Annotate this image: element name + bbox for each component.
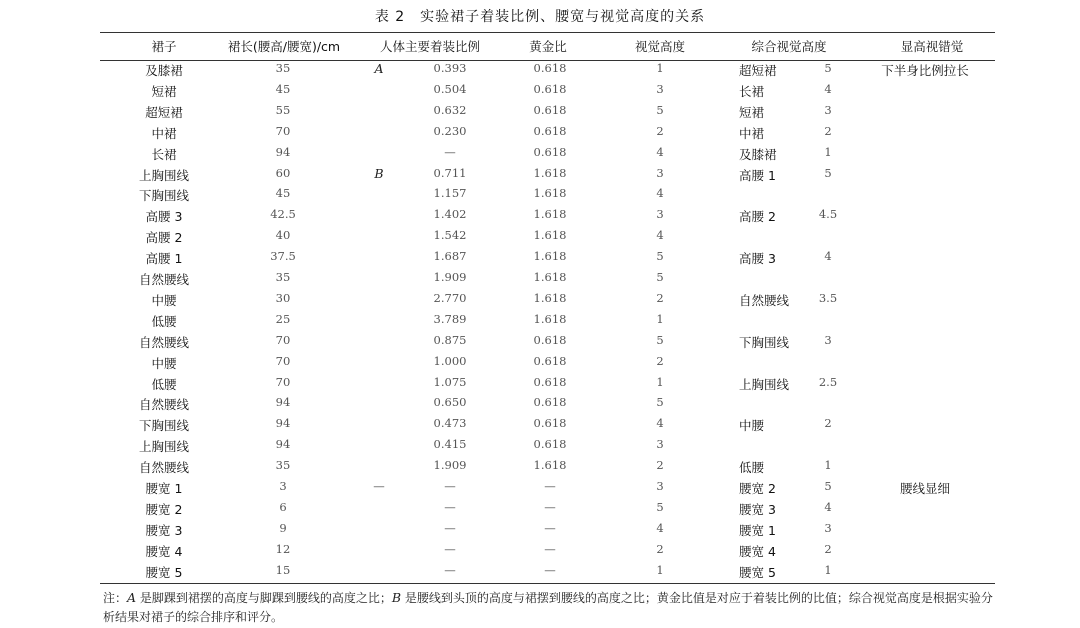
composite-score-cell: 2	[824, 541, 832, 556]
skirt-length-cell: 12	[275, 541, 291, 556]
skirt-length-cell: 70	[275, 374, 291, 389]
dress-ratio-cell: 0.393	[433, 61, 467, 75]
table-row	[0, 186, 1080, 206]
golden-ratio-cell: 0.618	[533, 437, 567, 452]
skirt-name-cell: 中腰	[151, 292, 177, 308]
skirt-length-cell: 70	[275, 123, 291, 138]
composite-score-cell: 1	[824, 144, 832, 159]
skirt-length-cell: 30	[275, 290, 291, 305]
golden-ratio-cell: 1.618	[533, 165, 567, 180]
ratio-group-cell: A	[374, 61, 384, 76]
table-footnote	[103, 588, 993, 627]
skirt-length-cell: 45	[275, 186, 291, 201]
footnote-text: B	[391, 590, 402, 605]
table-row	[0, 416, 1080, 436]
visual-height-cell: 2	[656, 123, 664, 138]
composite-skirt-cell: 超短裙	[739, 63, 777, 78]
table-row	[0, 103, 1080, 123]
table-row	[0, 395, 1080, 415]
composite-score-cell: 4.5	[818, 207, 838, 222]
visual-height-cell: 2	[656, 458, 664, 473]
composite-score-cell: 2	[824, 123, 832, 138]
dress-ratio-cell: 0.230	[433, 123, 467, 138]
footnote-text: 注：	[103, 591, 128, 605]
golden-ratio-cell: 1.618	[533, 311, 567, 326]
golden-ratio-cell: 0.618	[533, 374, 567, 389]
skirt-name-cell: 腰宽 2	[145, 501, 183, 517]
composite-score-cell: 4	[824, 499, 832, 514]
dress-ratio-cell: 0.632	[433, 102, 467, 117]
skirt-length-cell: 60	[275, 165, 291, 180]
skirt-name-cell: 高腰 2	[145, 230, 183, 246]
table-row	[0, 291, 1080, 311]
visual-height-cell: 1	[656, 311, 664, 326]
skirt-length-cell: 94	[275, 144, 291, 159]
visual-height-cell: 5	[656, 102, 664, 117]
visual-height-cell: 1	[656, 374, 664, 389]
composite-skirt-cell: 下胸围线	[739, 334, 790, 350]
composite-skirt-cell: 高腰 3	[739, 251, 776, 267]
visual-height-cell: 1	[656, 562, 664, 577]
golden-ratio-cell: —	[544, 562, 556, 577]
dress-ratio-cell: 1.909	[433, 458, 467, 473]
golden-ratio-cell: 0.618	[533, 61, 567, 75]
table-row	[0, 207, 1080, 227]
composite-skirt-cell: 中腰	[739, 418, 765, 434]
ratio-group-cell: B	[374, 165, 384, 181]
skirt-name-cell: 高腰 3	[145, 209, 183, 225]
visual-height-cell: 5	[656, 249, 664, 264]
visual-height-cell: 4	[656, 228, 664, 243]
golden-ratio-cell: 0.618	[533, 144, 567, 159]
golden-ratio-cell: —	[544, 479, 556, 493]
visual-height-cell: 2	[656, 541, 664, 556]
skirt-name-cell: 低腰	[151, 313, 177, 329]
footnote-text: A	[127, 590, 137, 605]
visual-height-cell: 2	[656, 290, 664, 305]
visual-height-cell: 3	[656, 165, 664, 180]
visual-height-cell: 4	[656, 186, 664, 201]
skirt-name-cell: 及膝裙	[145, 63, 183, 78]
visual-height-cell: 2	[656, 353, 664, 368]
dress-ratio-cell: 1.909	[433, 270, 467, 284]
skirt-length-cell: 94	[275, 416, 291, 431]
composite-skirt-cell: 长裙	[739, 83, 765, 99]
column-header: 人体主要着装比例	[379, 39, 481, 54]
dress-ratio-cell: 1.157	[433, 186, 467, 201]
golden-ratio-cell: 1.618	[533, 228, 567, 243]
visual-height-cell: 4	[656, 520, 664, 535]
visual-height-cell: 3	[656, 81, 664, 96]
table-row	[0, 354, 1080, 374]
table-top-rule	[100, 32, 995, 33]
composite-score-cell: 5	[824, 165, 832, 180]
skirt-name-cell: 下胸围线	[138, 418, 190, 434]
dress-ratio-cell: 2.770	[433, 290, 467, 305]
skirt-length-cell: 70	[275, 332, 291, 347]
table-row	[0, 145, 1080, 165]
table-row	[0, 521, 1080, 541]
composite-score-cell: 3	[824, 520, 832, 535]
composite-score-cell: 3	[824, 102, 832, 117]
height-illusion-cell: 下半身比例拉长	[881, 63, 969, 78]
dress-ratio-cell: 3.789	[433, 311, 467, 326]
composite-skirt-cell: 中裙	[739, 125, 765, 141]
golden-ratio-cell: 0.618	[533, 353, 567, 368]
composite-score-cell: 1	[824, 562, 832, 577]
skirt-name-cell: 低腰	[151, 376, 177, 392]
footnote-text: 是脚踝到裙摆的高度与脚踝到腰线的高度之比；	[136, 591, 392, 605]
skirt-length-cell: 9	[279, 520, 287, 535]
skirt-length-cell: 37.5	[270, 249, 296, 264]
dress-ratio-cell: 0.711	[433, 165, 467, 180]
table-row	[0, 563, 1080, 583]
table-bottom-rule	[100, 583, 995, 584]
skirt-length-cell: 70	[275, 353, 291, 368]
golden-ratio-cell: 1.618	[533, 249, 567, 264]
composite-score-cell: 3.5	[818, 290, 838, 305]
skirt-length-cell: 94	[275, 437, 291, 452]
skirt-length-cell: 35	[275, 61, 291, 75]
skirt-length-cell: 3	[279, 479, 287, 493]
dress-ratio-cell: 0.473	[433, 416, 467, 431]
skirt-name-cell: 中裙	[151, 125, 177, 141]
skirt-name-cell: 腰宽 3	[145, 522, 183, 538]
skirt-length-cell: 25	[275, 311, 291, 326]
skirt-name-cell: 自然腰线	[138, 272, 190, 287]
composite-score-cell: 2.5	[818, 374, 838, 389]
dress-ratio-cell: 1.402	[433, 207, 467, 222]
table-row	[0, 479, 1080, 499]
composite-skirt-cell: 高腰 2	[739, 209, 776, 225]
skirt-name-cell: 高腰 1	[145, 251, 183, 267]
column-header: 裙子	[151, 39, 177, 54]
visual-height-cell: 4	[656, 144, 664, 159]
dress-ratio-cell: 0.875	[433, 332, 467, 347]
table-row	[0, 542, 1080, 562]
composite-score-cell: 5	[824, 61, 832, 75]
composite-skirt-cell: 短裙	[739, 104, 765, 120]
table-row	[0, 249, 1080, 269]
column-header: 视觉高度	[634, 39, 686, 54]
height-illusion-cell: 腰线显细	[899, 481, 951, 496]
composite-skirt-cell: 腰宽 5	[739, 564, 776, 580]
table-row	[0, 437, 1080, 457]
golden-ratio-cell: 0.618	[533, 81, 567, 96]
dress-ratio-cell: —	[444, 562, 456, 577]
skirt-name-cell: 腰宽 4	[145, 543, 183, 559]
golden-ratio-cell: 0.618	[533, 395, 567, 410]
table-title: 表 2 实验裙子着装比例、腰宽与视觉高度的关系	[374, 9, 706, 25]
skirt-name-cell: 腰宽 5	[145, 564, 183, 580]
composite-skirt-cell: 及膝裙	[739, 146, 777, 162]
composite-score-cell: 4	[824, 249, 832, 264]
golden-ratio-cell: 0.618	[533, 102, 567, 117]
skirt-name-cell: 下胸围线	[138, 188, 190, 204]
composite-score-cell: 4	[824, 81, 832, 96]
visual-height-cell: 5	[656, 270, 664, 284]
skirt-name-cell: 自然腰线	[138, 334, 190, 350]
golden-ratio-cell: —	[544, 499, 556, 514]
visual-height-cell: 5	[656, 395, 664, 410]
composite-skirt-cell: 高腰 1	[739, 167, 776, 183]
composite-skirt-cell: 腰宽 3	[739, 501, 776, 517]
golden-ratio-cell: —	[544, 520, 556, 535]
column-header: 显高视错觉	[900, 39, 964, 54]
composite-score-cell: 3	[824, 332, 832, 347]
composite-skirt-cell: 腰宽 2	[739, 481, 776, 496]
dress-ratio-cell: —	[444, 144, 456, 159]
composite-score-cell: 2	[824, 416, 832, 431]
dress-ratio-cell: 0.650	[433, 395, 467, 410]
golden-ratio-cell: 1.618	[533, 458, 567, 473]
skirt-name-cell: 上胸围线	[138, 167, 190, 183]
composite-score-cell: 5	[824, 479, 832, 493]
dress-ratio-cell: 1.000	[433, 353, 467, 368]
golden-ratio-cell: 1.618	[533, 270, 567, 284]
skirt-length-cell: 42.5	[270, 207, 296, 222]
golden-ratio-cell: —	[544, 541, 556, 556]
skirt-length-cell: 15	[275, 562, 291, 577]
visual-height-cell: 5	[656, 332, 664, 347]
skirt-name-cell: 超短裙	[145, 104, 183, 120]
dress-ratio-cell: —	[444, 520, 456, 535]
composite-skirt-cell: 腰宽 1	[739, 522, 776, 538]
golden-ratio-cell: 1.618	[533, 290, 567, 305]
dress-ratio-cell: —	[444, 499, 456, 514]
skirt-length-cell: 45	[275, 81, 291, 96]
dress-ratio-cell: 0.415	[433, 437, 467, 452]
dress-ratio-cell: 1.075	[433, 374, 467, 389]
dress-ratio-cell: —	[444, 479, 456, 493]
skirt-length-cell: 6	[279, 499, 287, 514]
skirt-name-cell: 自然腰线	[138, 397, 190, 413]
table-row	[0, 228, 1080, 248]
golden-ratio-cell: 1.618	[533, 186, 567, 201]
column-header: 裙长(腰高/腰宽)/cm	[227, 39, 341, 54]
golden-ratio-cell: 1.618	[533, 207, 567, 222]
golden-ratio-cell: 0.618	[533, 416, 567, 431]
table-row	[0, 500, 1080, 520]
skirt-name-cell: 上胸围线	[138, 439, 190, 455]
table-header	[0, 37, 1080, 57]
composite-score-cell: 1	[824, 458, 832, 473]
visual-height-cell: 1	[656, 61, 664, 75]
golden-ratio-cell: 0.618	[533, 123, 567, 138]
table-row	[0, 82, 1080, 102]
table-row	[0, 124, 1080, 144]
skirt-length-cell: 55	[275, 102, 291, 117]
dress-ratio-cell: 0.504	[433, 81, 467, 96]
column-header: 综合视觉高度	[751, 39, 827, 54]
table-row	[0, 333, 1080, 353]
dress-ratio-cell: 1.687	[433, 249, 467, 264]
table-row	[0, 312, 1080, 332]
table-row	[0, 270, 1080, 290]
dress-ratio-cell: —	[444, 541, 456, 556]
skirt-name-cell: 自然腰线	[138, 460, 190, 476]
table-row	[0, 166, 1080, 186]
table-row	[0, 375, 1080, 395]
skirt-name-cell: 中腰	[151, 355, 177, 371]
visual-height-cell: 3	[656, 437, 664, 452]
visual-height-cell: 3	[656, 479, 664, 493]
skirt-length-cell: 94	[275, 395, 291, 410]
dress-ratio-cell: 1.542	[433, 228, 467, 243]
skirt-length-cell: 40	[275, 228, 291, 243]
table-row	[0, 61, 1080, 81]
composite-skirt-cell: 腰宽 4	[739, 543, 776, 559]
visual-height-cell: 4	[656, 416, 664, 431]
skirt-name-cell: 长裙	[151, 146, 177, 162]
table-row	[0, 458, 1080, 478]
visual-height-cell: 3	[656, 207, 664, 222]
composite-skirt-cell: 上胸围线	[739, 376, 790, 392]
visual-height-cell: 5	[656, 499, 664, 514]
skirt-length-cell: 35	[275, 270, 291, 284]
composite-skirt-cell: 自然腰线	[739, 292, 790, 308]
composite-skirt-cell: 低腰	[739, 460, 765, 476]
golden-ratio-cell: 0.618	[533, 332, 567, 347]
skirt-length-cell: 35	[275, 458, 291, 473]
ratio-group-cell: —	[373, 479, 385, 493]
column-header: 黄金比	[529, 39, 567, 54]
skirt-name-cell: 短裙	[151, 83, 177, 99]
skirt-name-cell: 腰宽 1	[145, 481, 183, 496]
footnote-text: 是腰线到头顶的高度与裙摆到腰线的高度之比；黄金比值是对应于着装比例的比值；综合视觉高度是根据实验分析结果对裙子的综合排序和评分。	[103, 591, 993, 624]
